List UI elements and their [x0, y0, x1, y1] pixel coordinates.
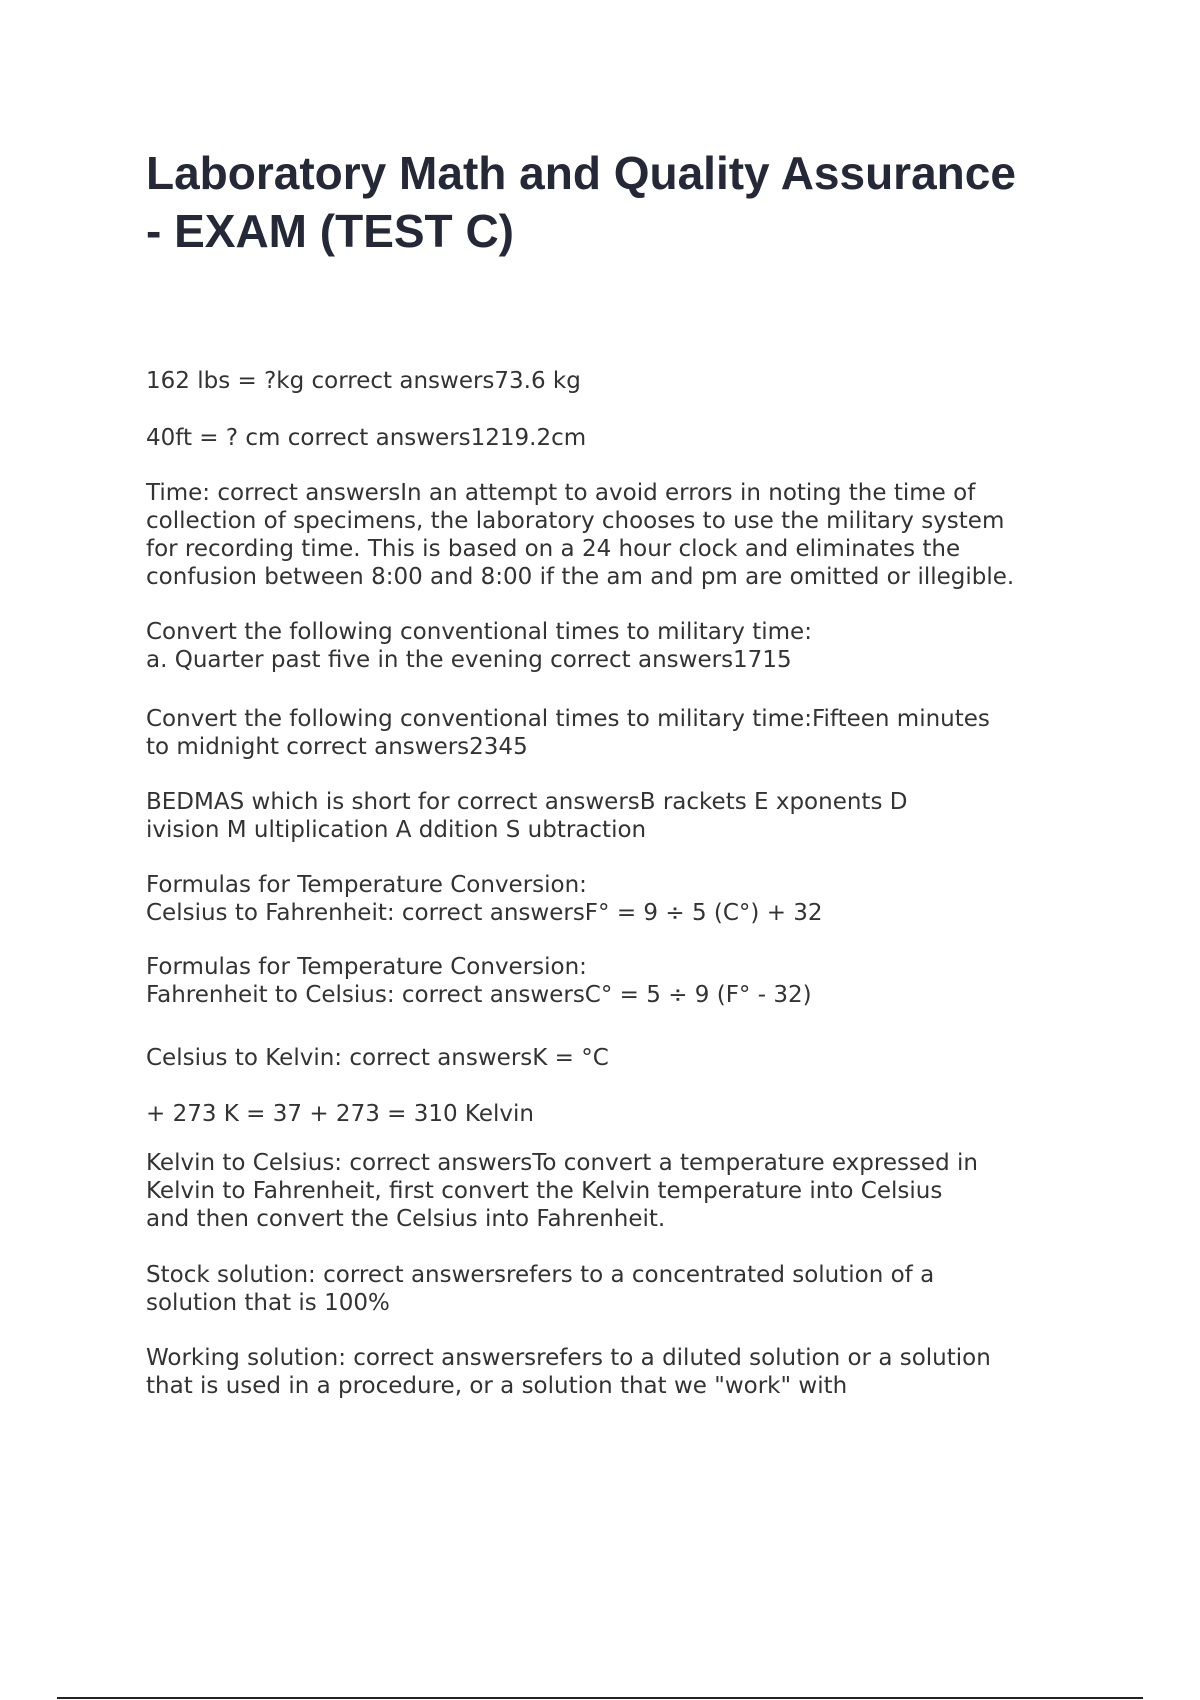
qa-line: collection of specimens, the laboratory chooses to use the military system [146, 508, 1005, 534]
qa-line: Kelvin to Fahrenheit, first convert the Kelvin temperature into Celsius [146, 1178, 943, 1204]
qa-line: + 273 K = 37 + 273 = 310 Kelvin [146, 1101, 534, 1127]
qa-item-celsius-to-fahrenheit [146, 871, 1086, 927]
qa-item-working-solution [146, 1344, 1086, 1400]
title-line: - EXAM (TEST C) [146, 205, 514, 257]
qa-line: Stock solution: correct answersrefers to a concentrated solution of a [146, 1262, 935, 1288]
qa-line: Formulas for Temperature Conversion: [146, 954, 587, 980]
qa-item-military-time-a [146, 618, 1086, 674]
qa-item-military-time-b [146, 705, 1086, 761]
qa-item-length-conversion [146, 424, 1086, 452]
qa-line: for recording time. This is based on a 24 hour clock and eliminates the [146, 536, 961, 562]
qa-line: Formulas for Temperature Conversion: [146, 872, 587, 898]
footer-divider [57, 1697, 1143, 1699]
qa-item-fahrenheit-to-celsius [146, 953, 1086, 1009]
qa-line: to midnight correct answers2345 [146, 734, 528, 760]
qa-line: and then convert the Celsius into Fahrenheit. [146, 1206, 666, 1232]
qa-line: Working solution: correct answersrefers to a diluted solution or a solution [146, 1345, 991, 1371]
qa-line: a. Quarter past five in the evening correct answers1715 [146, 647, 792, 673]
document-title [146, 144, 1096, 260]
qa-line: ivision M ultiplication A ddition S ubtraction [146, 817, 647, 843]
qa-line: Celsius to Fahrenheit: correct answersF° = 9 ÷ 5 (C°) + 32 [146, 900, 823, 926]
qa-item-kelvin-to-celsius [146, 1149, 1086, 1233]
qa-line: Convert the following conventional times to military time:Fifteen minutes [146, 706, 990, 732]
qa-line: Fahrenheit to Celsius: correct answersC° = 5 ÷ 9 (F° - 32) [146, 982, 812, 1008]
qa-line: BEDMAS which is short for correct answersB rackets E xponents D [146, 789, 908, 815]
qa-line: Celsius to Kelvin: correct answersK = °C [146, 1045, 609, 1071]
qa-item-time [146, 479, 1086, 591]
qa-item-bedmas [146, 788, 1086, 844]
qa-line: solution that is 100% [146, 1290, 390, 1316]
qa-line: 40ft = ? cm correct answers1219.2cm [146, 425, 587, 451]
qa-line: that is used in a procedure, or a solution that we "work" with [146, 1373, 848, 1399]
qa-item-stock-solution [146, 1261, 1086, 1317]
qa-item-kelvin-example [146, 1100, 1086, 1128]
qa-line: Time: correct answersIn an attempt to avoid errors in noting the time of [146, 480, 976, 506]
qa-line: Convert the following conventional times to military time: [146, 619, 812, 645]
qa-line: confusion between 8:00 and 8:00 if the am and pm are omitted or illegible. [146, 564, 1015, 590]
qa-line: Kelvin to Celsius: correct answersTo convert a temperature expressed in [146, 1150, 978, 1176]
qa-item-weight-conversion [146, 367, 1086, 395]
qa-line: 162 lbs = ?kg correct answers73.6 kg [146, 368, 581, 394]
qa-item-celsius-to-kelvin [146, 1044, 1086, 1072]
title-line: Laboratory Math and Quality Assurance [146, 147, 1016, 199]
